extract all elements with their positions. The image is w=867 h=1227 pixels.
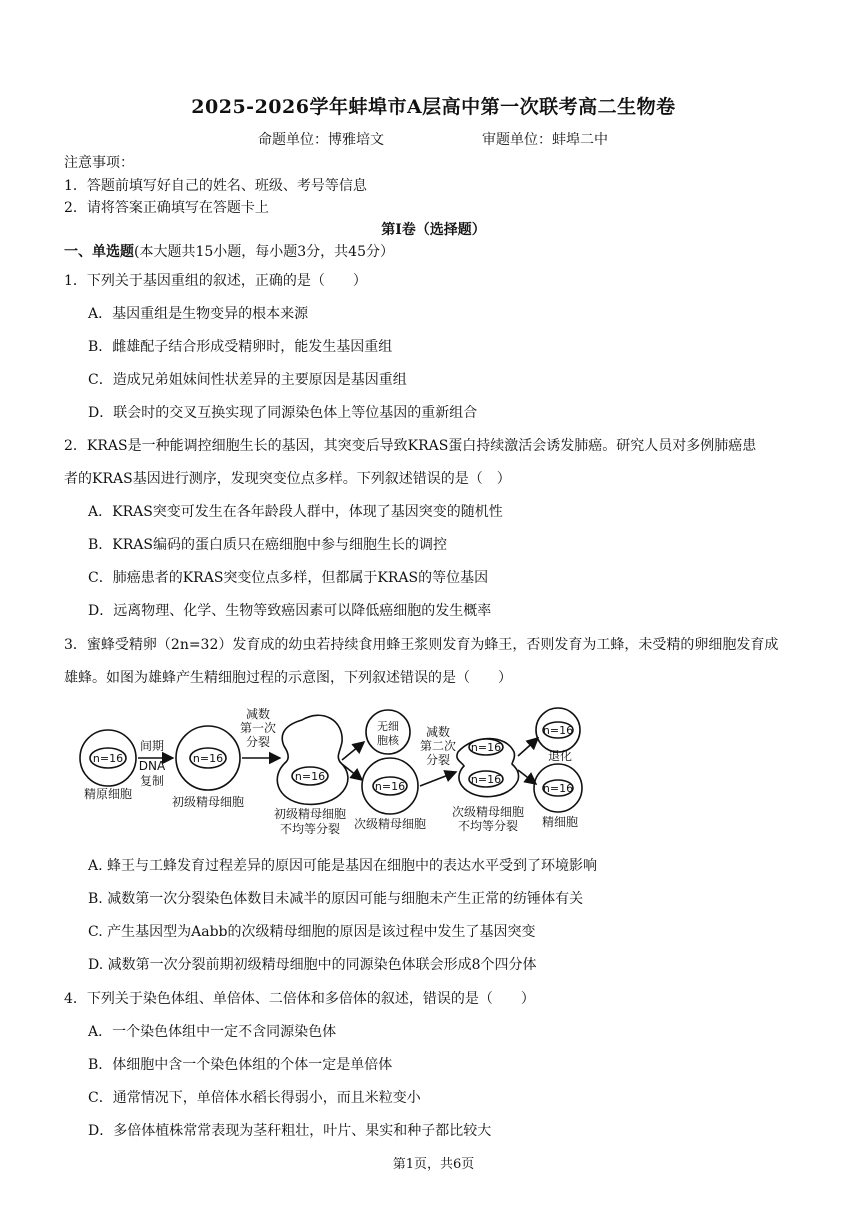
stage-label: 精细胞 xyxy=(541,815,579,829)
question-stem: 雄蜂。如图为雄蜂产生精细胞过程的示意图，下列叙述错误的是（ ） xyxy=(64,670,512,686)
step-label: 间期 xyxy=(139,739,165,753)
question-stem: 2．KRAS是一种能调控细胞生长的基因，其突变后导致KRAS蛋白持续激活会诱发肺癌。研究人员对多例肺癌患 xyxy=(64,438,757,454)
reviewer-unit: 审题单位：蚌埠二中 xyxy=(482,132,608,148)
note-item: 1．答题前填写好自己的姓名、班级、考号等信息 xyxy=(64,178,367,194)
question-option: A. 蜂王与工蜂发育过程差异的原因可能是基因在细胞中的表达水平受到了环境影响 xyxy=(88,858,598,874)
question-option: C．通常情况下，单倍体水稻长得弱小，而且米粒变小 xyxy=(88,1090,421,1106)
stage-label: 次级精母细胞 xyxy=(353,817,427,831)
question-option: B．KRAS编码的蛋白质只在癌细胞中参与细胞生长的调控 xyxy=(88,537,447,553)
arrow xyxy=(518,770,536,784)
stage-label: 初级精母细胞 xyxy=(273,807,347,821)
step-label: 第二次 xyxy=(419,739,457,753)
arrow xyxy=(518,738,538,756)
cell-label: n=16 xyxy=(374,780,406,793)
arrow xyxy=(342,764,362,780)
part-desc: (本大题共15小题，每小题3分，共45分） xyxy=(134,244,394,260)
cell-label: n=16 xyxy=(294,770,326,783)
question-stem: 者的KRAS基因进行测序，发现突变位点多样。下列叙述错误的是（ ） xyxy=(64,471,511,487)
cell-label: n=16 xyxy=(542,724,574,737)
step-label: 复制 xyxy=(139,774,165,788)
step-label: 减数 xyxy=(245,707,271,721)
question-option: C. 产生基因型为Aabb的次级精母细胞的原因是该过程中发生了基因突变 xyxy=(88,924,536,940)
stage-label: 次级精母细胞 xyxy=(451,805,525,819)
cell-label: n=16 xyxy=(192,752,224,765)
step-label: 分裂 xyxy=(245,735,271,749)
part-label: 一、单选题 xyxy=(64,244,134,260)
spermatogenesis-diagram xyxy=(70,700,610,840)
question-option: A．一个染色体组中一定不含同源染色体 xyxy=(88,1024,337,1040)
question-option: B. 减数第一次分裂染色体数目未减半的原因可能与细胞未产生正常的纺锤体有关 xyxy=(88,891,584,907)
page-number: 第1页，共6页 xyxy=(392,1157,475,1172)
step-label: 第一次 xyxy=(239,721,277,735)
step-label: DNA xyxy=(138,759,166,773)
question-stem: 3．蜜蜂受精卵（2n=32）发育成的幼虫若持续食用蜂王浆则发育为蜂王，否则发育为工蜂，未受精的卵细胞发育成 xyxy=(64,637,779,653)
question-stem: 1．下列关于基因重组的叙述，正确的是（ ） xyxy=(64,273,367,289)
no-nucleus-label: 无细 xyxy=(377,720,399,733)
cell-label: n=16 xyxy=(470,741,502,754)
cell-label: n=16 xyxy=(470,773,502,786)
question-option: C．造成兄弟姐妹间性状差异的主要原因是基因重组 xyxy=(88,372,407,388)
arrow xyxy=(420,772,456,786)
question-option: A．KRAS突变可发生在各年龄段人群中，体现了基因突变的随机性 xyxy=(88,504,503,520)
setter-unit: 命题单位：博雅培文 xyxy=(258,132,384,148)
question-option: D. 减数第一次分裂前期初级精母细胞中的同源染色体联会形成8个四分体 xyxy=(88,957,537,973)
notes-heading: 注意事项： xyxy=(64,155,134,171)
question-option: D．联会时的交叉互换实现了同源染色体上等位基因的重新组合 xyxy=(88,405,478,421)
step-label: 分裂 xyxy=(425,753,451,767)
cell-label: n=16 xyxy=(92,752,124,765)
stage-label: 初级精母细胞 xyxy=(171,795,245,809)
cell-label: n=16 xyxy=(542,782,574,795)
question-option: D．多倍体植株常常表现为茎秆粗壮，叶片、果实和种子都比较大 xyxy=(88,1123,492,1139)
question-stem: 4．下列关于染色体组、单倍体、二倍体和多倍体的叙述，错误的是（ ） xyxy=(64,991,535,1007)
part-heading xyxy=(64,241,394,261)
stage-label: 精原细胞 xyxy=(83,787,133,801)
page-title: 2025-2026学年蚌埠市A层高中第一次联考高二生物卷 xyxy=(191,96,676,118)
question-option: D．远离物理、化学、生物等致癌因素可以降低癌细胞的发生概率 xyxy=(88,603,492,619)
question-option: C．肺癌患者的KRAS突变位点多样，但都属于KRAS的等位基因 xyxy=(88,570,489,586)
section-title: 第Ⅰ卷（选择题） xyxy=(381,222,486,238)
question-option: B．雌雄配子结合形成受精卵时，能发生基因重组 xyxy=(88,339,393,355)
stage-label: 退化 xyxy=(547,749,573,763)
arrow xyxy=(342,742,364,760)
stage-label: 不均等分裂 xyxy=(279,822,341,836)
stage-label: 不均等分裂 xyxy=(457,819,519,833)
no-nucleus-label: 胞核 xyxy=(377,734,399,747)
dividing-primary-cell xyxy=(277,715,348,804)
step-label: 减数 xyxy=(425,725,451,739)
question-option: B．体细胞中含一个染色体组的个体一定是单倍体 xyxy=(88,1057,393,1073)
question-option: A．基因重组是生物变异的根本来源 xyxy=(88,306,309,322)
note-item: 2．请将答案正确填写在答题卡上 xyxy=(64,200,269,216)
